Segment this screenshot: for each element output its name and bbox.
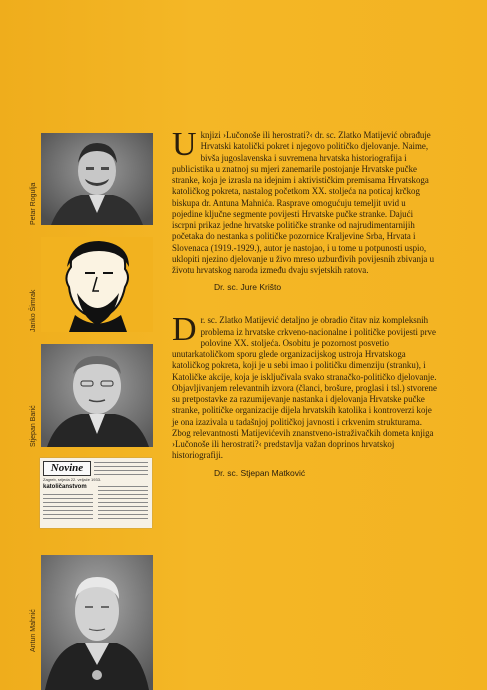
review-body: r. sc. Zlatko Matijević detaljno je obradio čitav niz kompleksnih problema iz hrvatske crkveno-nacionalne i političke povijesti prve polovine XX. stoljeća. Osobitu je pozornost posvetio unutarkatoličkom sporu glede organizacijskog ustroja Hrvatskoga katoličkog pokreta, koji je u sebi imao i političku dimenziju (stranku), i Katoličke akcije, koja je isključivala svako stranačko-političko djelovanje. Objavljivanjem relevantnih izvora (članci, brošure, proglasi i tsl.) stvorene su pretpostavke za razumijevanje nastanka i djelovanja Hrvatske pučke stranke, političke organizacije dijela hrvatskih katolika i kontroverzi koje je ona izazivala u tadašnjoj političkoj javnosti i crkvenim strukturama. Zbog relevantnosti Matijevićevih znanstveno-istraživačkih dometa knjiga ›Lučonoše ili herostrati?‹ predstavlja važan doprinos hrvatskoj historiografiji. <box>172 315 437 461</box>
portrait-column <box>0 0 160 690</box>
clipping-text-line <box>43 494 93 495</box>
portrait-photo-1 <box>41 133 153 225</box>
review-text-column <box>172 126 438 478</box>
newspaper-clipping <box>40 458 152 528</box>
clipping-text-line <box>43 510 93 511</box>
clipping-text-line <box>98 494 148 495</box>
clipping-text-line <box>98 518 148 519</box>
drop-cap: U <box>172 126 197 163</box>
clipping-text-line <box>43 502 93 503</box>
clipping-text-line <box>98 510 148 511</box>
clipping-text-line <box>94 474 148 475</box>
portrait-image <box>41 555 153 690</box>
clipping-text-line <box>98 502 148 503</box>
portrait-photo-3 <box>41 344 153 447</box>
portrait-caption-3: Stjepan Barić <box>30 405 37 447</box>
clipping-text-line <box>98 514 148 515</box>
portrait-image <box>41 133 153 225</box>
clipping-text-line <box>94 462 148 463</box>
review-signature-2: Dr. sc. Stjepan Matković <box>214 467 306 478</box>
clipping-masthead: Novine <box>43 461 91 476</box>
portrait-drawing-2 <box>41 237 153 332</box>
drop-cap: D <box>172 311 197 349</box>
portrait-caption-2: Janko Šimrak <box>30 289 37 332</box>
review-paragraph-2 <box>172 311 438 461</box>
clipping-text-line <box>43 518 93 519</box>
clipping-text-line <box>98 490 148 491</box>
review-signature-1: Dr. sc. Jure Krišto <box>214 282 282 293</box>
clipping-text-line <box>43 506 93 507</box>
portrait-photo-4 <box>41 555 153 690</box>
clipping-text-line <box>98 498 148 499</box>
clipping-text-line <box>94 470 148 471</box>
clipping-text-line <box>43 498 93 499</box>
clipping-text-line <box>98 506 148 507</box>
review-paragraph-1 <box>172 126 438 276</box>
portrait-caption-4: Antun Mahnić <box>30 609 37 652</box>
clipping-dateline: Zagreb, srijeda 22. veljače 1933. <box>43 477 102 482</box>
clipping-text-line <box>94 466 148 467</box>
clipping-text-line <box>43 514 93 515</box>
portrait-image <box>41 344 153 447</box>
portrait-caption-1: Petar Rogulja <box>30 182 37 225</box>
clipping-text-line <box>98 486 148 487</box>
review-body: knjizi ›Lučonoše ili herostrati?‹ dr. sc. Zlatko Matijević obrađuje Hrvatski katolički pokret i njegovo političko djelovanje. Naime, bivša jugoslavenska i suvremena hrvatska historiografija i publicistika u znatnoj su mjeri zanemarile postojanje Hrvatske pučke stranke, koja je izrasla na idejnim i aktivističkim premisama Hrvatskoga katoličkog pokreta, nastalog početkom XX. stoljeća na poticaj krčkog biskupa dr. Antuna Mahnića. Rasprave omogućuju temeljit uvid u pojedine ključne segmente povijesti Hrvatske pučke stranke. Dajući iscrpni prikaz jedne hrvatske političke stranke od najrudimentarnijih početaka do nestanka s političke pozornice Kraljevine Srba, Hrvata i Slovenaca (1919.-1929.), autor je nastojao, i u tome u potpunosti uspio, uklopiti njezino djelovanje u živo mreso uzburđivih povijesnih zbivanja u životu hrvatskog naroda između dvaju svjetskih ratova. <box>172 130 435 275</box>
caricature-image <box>41 237 153 332</box>
clipping-headline: katoličanstvom <box>43 484 87 490</box>
